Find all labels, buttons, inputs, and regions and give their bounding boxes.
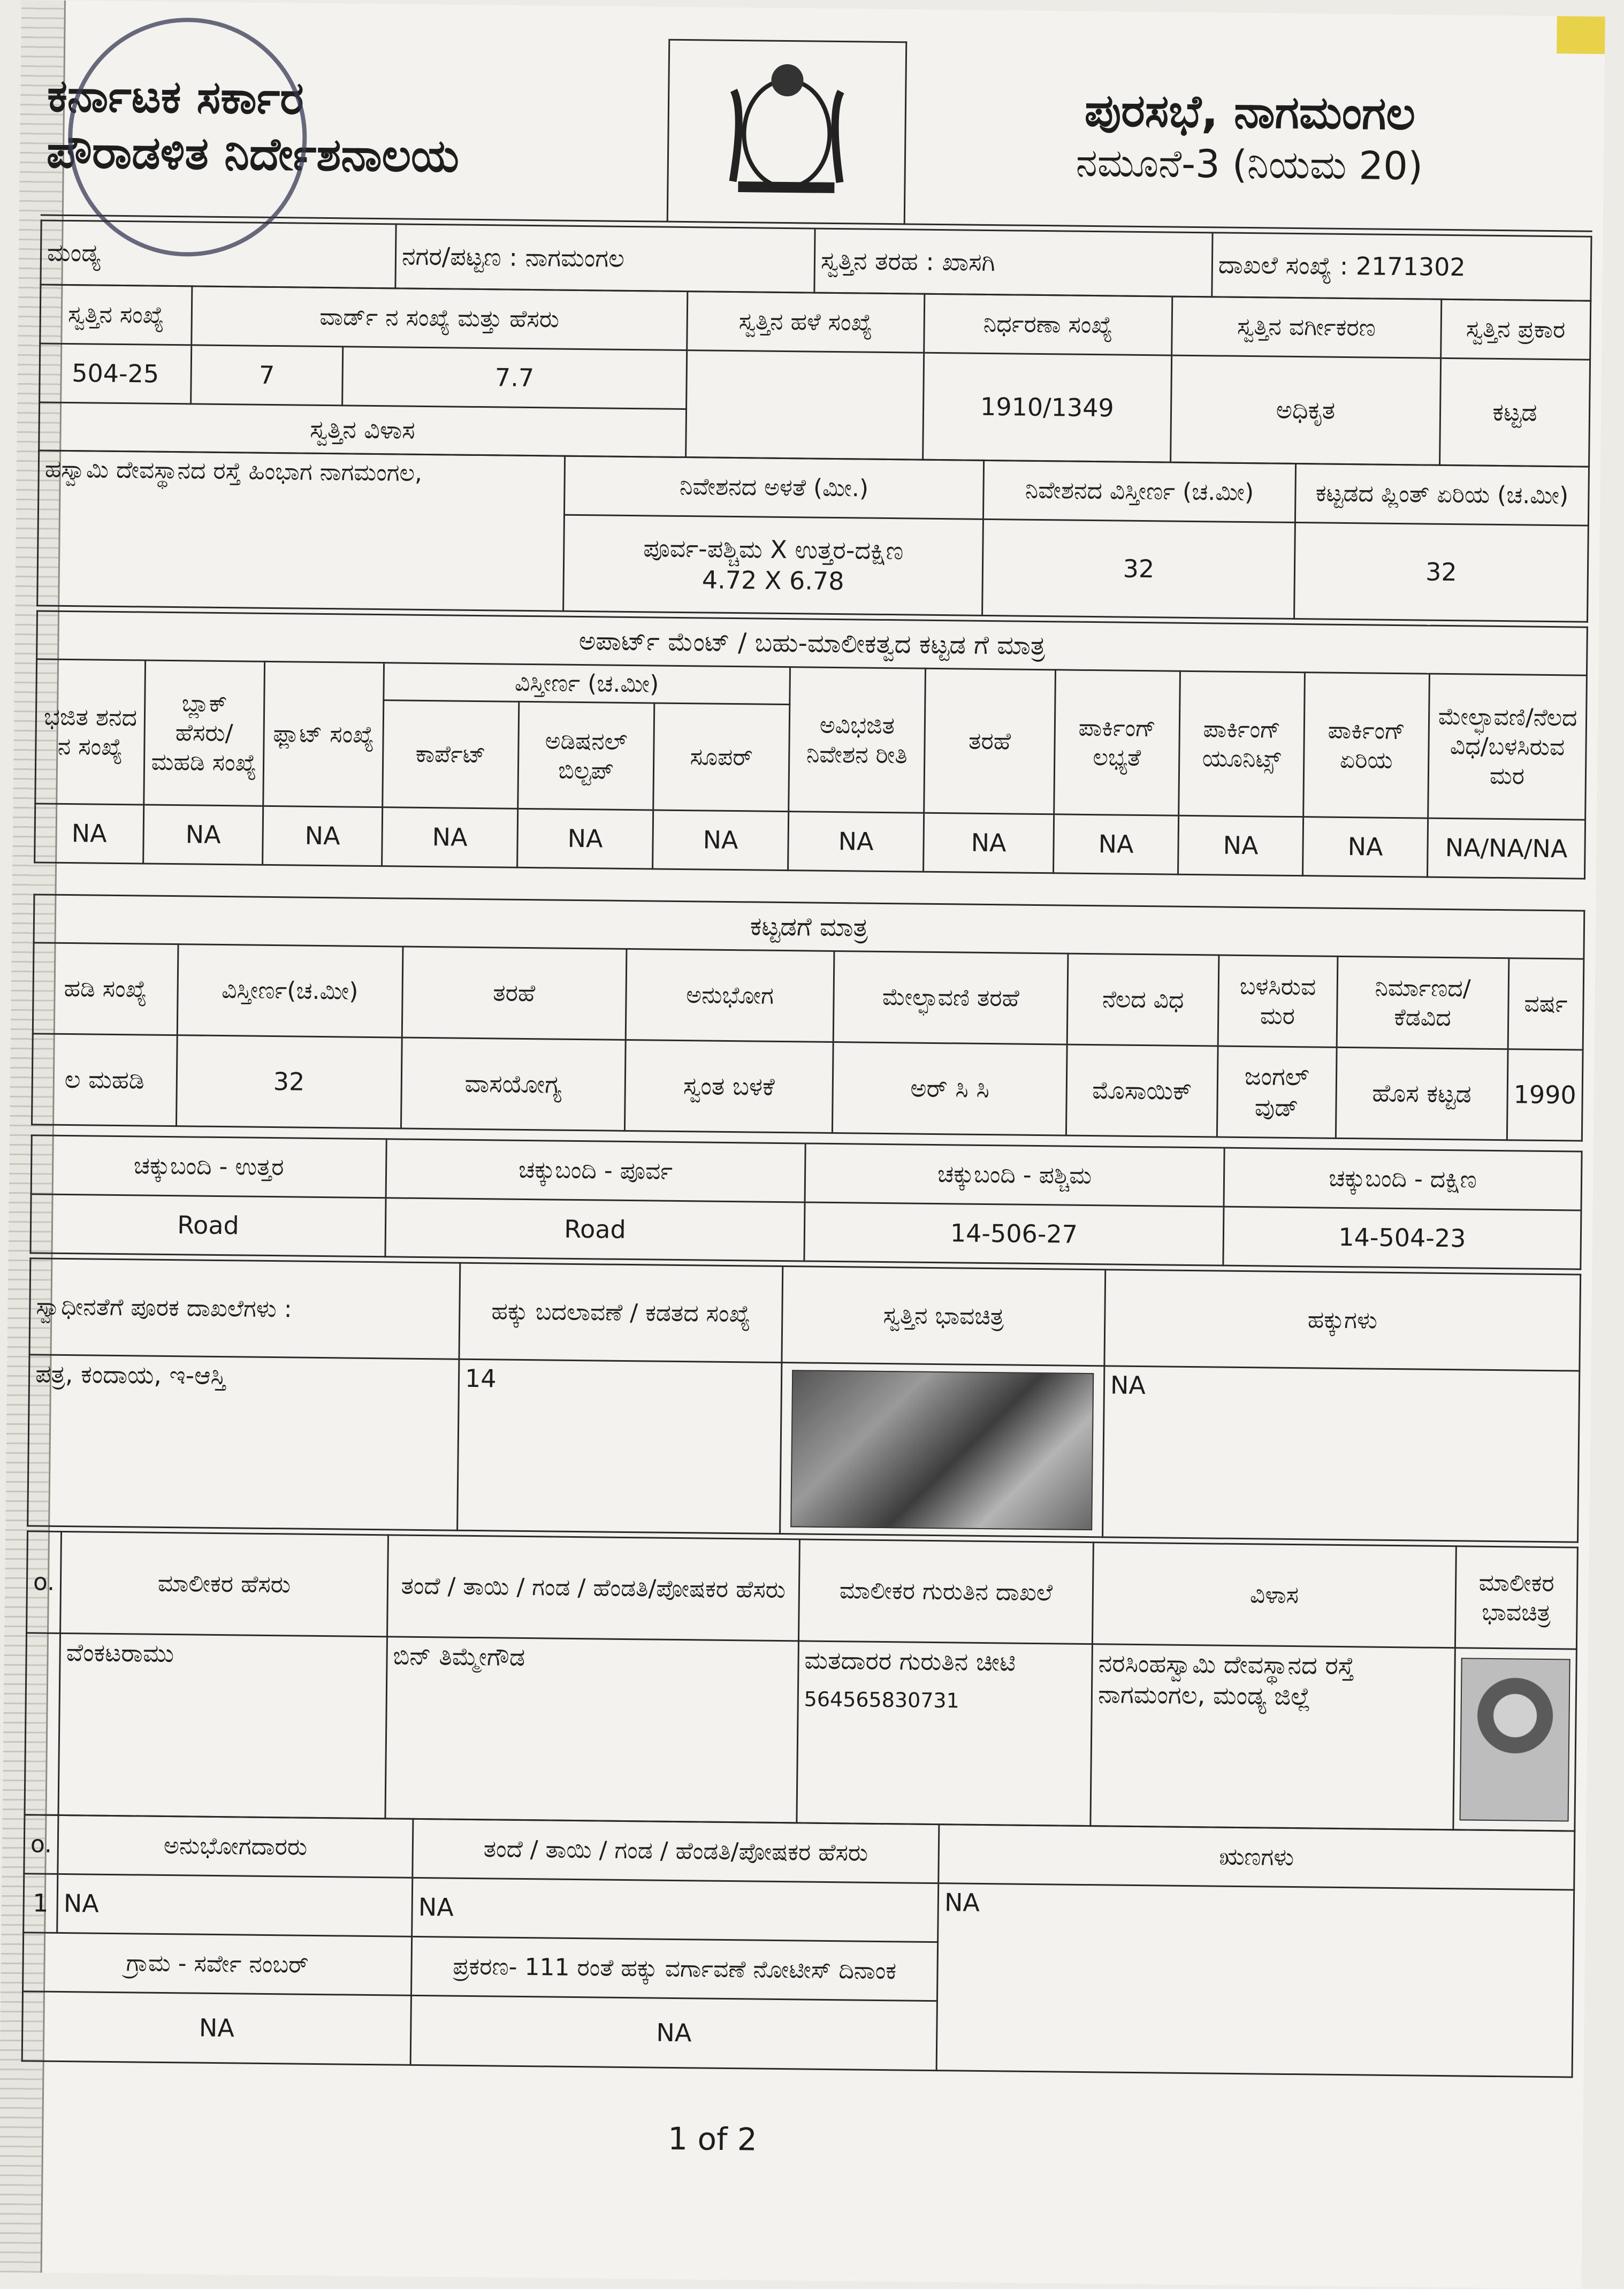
apt-h-7: ತರಹೆ xyxy=(924,668,1056,814)
bld-v-3: ಸ್ವಂತ ಬಳಕೆ xyxy=(624,1040,833,1133)
bld-h-2: ತರಹೆ xyxy=(402,947,627,1040)
bld-h-5: ನೆಲದ ವಿಧ xyxy=(1068,953,1219,1046)
apt-v-3: NA xyxy=(382,807,518,868)
occ-no: 1 xyxy=(24,1874,58,1933)
bld-h-0: ಹಡಿ ಸಂಖ್ಯೆ xyxy=(33,943,178,1035)
owner-h-name: ಮಾಲೀಕರ ಹೆಸರು xyxy=(60,1531,388,1636)
apt-v-5: NA xyxy=(653,810,789,871)
bld-v-6: ಜಂಗಲ್ ವುಡ್ xyxy=(1217,1046,1336,1138)
property-type-cell: ಸ್ವತ್ತಿನ ತರಹ : ಖಾಸಗಿ xyxy=(814,228,1213,297)
owner-photo-cell xyxy=(1453,1648,1577,1831)
bld-h-8: ವರ್ಷ xyxy=(1508,958,1584,1050)
h-property-photo: ಸ್ವತ್ತಿನ ಭಾವಚಿತ್ರ xyxy=(782,1266,1105,1366)
building-title: ಕಟ್ಟಡಗೆ ಮಾತ್ರ xyxy=(34,895,1584,959)
survey-value: NA xyxy=(22,1992,411,2065)
owner-id-type: ಮತದಾರರ ಗುರುತಿನ ಚೀಟಿ xyxy=(804,1645,1016,1677)
bld-v-5: ಮೊಸಾಯಿಕ್ xyxy=(1066,1044,1218,1137)
ward-no: 7 xyxy=(191,345,343,406)
h-transfer: ಹಕ್ಕು ಬದಲಾವಣೆ / ಕಡತದ ಸಂಖ್ಯೆ xyxy=(459,1263,783,1362)
dept-line1: ಕರ್ನಾಟಕ ಸರ್ಕಾರ xyxy=(47,69,304,125)
state-emblem-icon xyxy=(700,47,873,209)
apt-v-6: NA xyxy=(788,812,924,872)
apt-h-6: ಅವಿಭಜಿತ ನಿವೇಶನ ರೀತಿ xyxy=(789,667,926,813)
bnd-h-south: ಚಕ್ಕುಬಂದಿ - ದಕ್ಷಿಣ xyxy=(1224,1148,1582,1210)
apt-h-8: ಪಾರ್ಕಿಂಗ್ ಲಭ್ಯತೆ xyxy=(1054,670,1180,815)
h-address: ಸ್ವತ್ತಿನ ವಿಳಾಸ xyxy=(39,402,687,457)
h-kind: ಸ್ವತ್ತಿನ ಪ್ರಕಾರ xyxy=(1440,299,1590,360)
owner-id-cell xyxy=(797,1641,1093,1826)
dimension-table xyxy=(36,449,1590,622)
address-value: ಹಸ್ವಾಮಿ ದೇವಸ್ಥಾನದ ರಸ್ತೆ ಹಿಂಭಾಗ ನಾಗಮಂಗಲ, xyxy=(37,451,565,611)
apt-h-11: ಮೇಲ್ಛಾವಣಿ/ನೆಲದ ವಿಧ/ಬಳಸಿರುವ ಮರ xyxy=(1428,674,1587,820)
occ-h-relation: ತಂದೆ / ತಾಯಿ / ಗಂಡ / ಹೆಂಡತಿ/ಪೋಷಕರ ಹೆಸರು xyxy=(413,1819,939,1883)
apt-v-1: NA xyxy=(143,805,263,865)
owner-photo xyxy=(1460,1658,1570,1821)
apt-v-9: NA xyxy=(1178,815,1303,875)
apt-v-8: NA xyxy=(1054,814,1179,874)
dimension-cell xyxy=(563,515,983,615)
site-area-value: 32 xyxy=(982,519,1295,619)
h-old-no: ಸ್ವತ್ತಿನ ಹಳೆ ಸಂಖ್ಯೆ xyxy=(687,292,924,353)
notice-h: ಪ್ರಕರಣ- 111 ರಂತೆ ಹಕ್ಕು ವರ್ಗಾವಣೆ ನೋಟೀಸ್ ದಿನಾಂಕ xyxy=(411,1936,938,2001)
h-docs: ಸ್ವಾಧೀನತೆಗೆ ಪೂರಕ ದಾಖಲೆಗಳು : xyxy=(29,1258,460,1359)
apt-h-9: ಪಾರ್ಕಿಂಗ್ ಯೂನಿಟ್ಸ್ xyxy=(1179,671,1305,817)
bnd-east: Road xyxy=(385,1198,805,1261)
owner-address: ನರಸಿಂಹಸ್ವಾಮಿ ದೇವಸ್ಥಾನದ ರಸ್ತೆ ನಾಗಮಂಗಲ, ಮಂಡ್ಯ ಜಿಲ್ಲೆ xyxy=(1091,1644,1455,1830)
owner-h-relation: ತಂದೆ / ತಾಯಿ / ಗಂಡ / ಹೆಂಡತಿ/ಪೋಷಕರ ಹೆಸರು xyxy=(387,1535,799,1641)
property-table xyxy=(38,284,1591,467)
prop-kind: ಕಟ್ಟಡ xyxy=(1439,358,1590,467)
apt-v-11: NA/NA/NA xyxy=(1427,818,1585,879)
form-name: ನಮೂನೆ-3 (ನಿಯಮ 20) xyxy=(1076,140,1423,189)
occ-h-no: o. xyxy=(24,1815,58,1874)
h-plinth: ಕಟ್ಟಡದ ಪ್ಲಿಂತ್ ಏರಿಯ (ಚ.ಮೀ) xyxy=(1295,463,1589,525)
apt-h-4: ಅಡಿಷನಲ್ ಬಿಲ್ಟಪ್ xyxy=(518,701,654,810)
bld-v-2: ವಾಸಯೋಗ್ಯ xyxy=(401,1037,626,1131)
city-cell: ನಗರ/ಪಟ್ಟಣ : ನಾಗಮಂಗಲ xyxy=(395,224,815,293)
bld-v-7: ಹೊಸ ಕಟ್ಟಡ xyxy=(1336,1047,1508,1140)
bld-h-1: ವಿಸ್ತೀರ್ಣ(ಚ.ಮೀ) xyxy=(177,944,403,1037)
h-dimension: ನಿವೇಶನದ ಅಳತೆ (ಮೀ.) xyxy=(564,456,983,519)
office-cell xyxy=(904,42,1594,231)
apt-h-10: ಪಾರ್ಕಿಂಗ್ ಏರಿಯ xyxy=(1303,673,1430,818)
property-photo-cell xyxy=(780,1363,1104,1537)
owner-table xyxy=(24,1530,1578,1832)
owner-id-no: 564565830731 xyxy=(804,1687,960,1713)
bld-v-1: 32 xyxy=(176,1035,402,1128)
bnd-h-east: ಚಕ್ಕುಬಂದಿ - ಪೂರ್ವ xyxy=(386,1139,805,1202)
docs-value: ಪತ್ರ, ಕಂದಾಯ, ಇ-ಆಸ್ತಿ xyxy=(28,1355,459,1530)
owner-h-photo: ಮಾಲೀಕರ ಭಾವಚಿತ್ರ xyxy=(1455,1546,1577,1649)
bld-v-8: 1990 xyxy=(1507,1049,1583,1141)
bnd-h-west: ಚಕ್ಕುಬಂದಿ - ಪಶ್ಚಿಮ xyxy=(805,1143,1224,1207)
owner-no xyxy=(25,1633,60,1815)
bld-h-3: ಅನುಭೋಗ xyxy=(626,949,834,1042)
assess-no: 1910/1349 xyxy=(922,353,1171,462)
h-site-area: ನಿವೇಶನದ ವಿಸ್ತೀರ್ಣ (ಚ.ಮೀ) xyxy=(983,460,1295,522)
occ-h-name: ಅನುಭೋಗದಾರರು xyxy=(58,1815,413,1878)
occupant-table xyxy=(21,1814,1576,2078)
bnd-north: Road xyxy=(31,1194,386,1257)
building-table xyxy=(31,894,1585,1141)
prop-no: 504-25 xyxy=(40,344,192,404)
owner-h-address: ವಿಳಾಸ xyxy=(1093,1543,1457,1648)
bnd-west: 14-506-27 xyxy=(804,1202,1224,1265)
transfer-value: 14 xyxy=(458,1359,782,1533)
bld-v-4: ಅರ್ ಸಿ ಸಿ xyxy=(833,1042,1068,1135)
apt-h-1: ಬ್ಲಾಕ್ ಹೆಸರು/ ಮಹಡಿ ಸಂಖ್ಯೆ xyxy=(144,660,265,806)
bnd-south: 14-504-23 xyxy=(1223,1207,1581,1269)
h-prop-no: ಸ್ವತ್ತಿನ ಸಂಖ್ಯೆ xyxy=(40,285,192,345)
entry-no-cell: ದಾಖಲೆ ಸಂಖ್ಯೆ : 2171302 xyxy=(1212,233,1591,301)
h-assess: ನಿರ್ಧರಣಾ ಸಂಖ್ಯೆ xyxy=(924,294,1172,355)
property-photo xyxy=(790,1370,1094,1530)
prop-class: ಅಧಿಕೃತ xyxy=(1170,355,1440,465)
apt-v-7: NA xyxy=(924,813,1054,873)
dept-line2: ಪೌರಾಡಳಿತ ನಿರ್ದೇಶನಾಲಯ xyxy=(46,125,460,182)
boundary-table xyxy=(29,1134,1582,1270)
apartment-table xyxy=(34,610,1588,879)
office-name: ಪುರಸಭೆ, ನಾಗಮಂಗಲ xyxy=(1084,84,1416,140)
occ-relation: NA xyxy=(412,1878,939,1942)
owner-relation: ಬಿನ್ ತಿಮ್ಮೇಗೌಡ xyxy=(385,1637,799,1823)
apt-v-4: NA xyxy=(517,808,653,869)
plinth-value: 32 xyxy=(1294,522,1589,622)
rights-value: NA xyxy=(1103,1366,1580,1542)
occ-name: NA xyxy=(57,1874,413,1936)
dimension-direction: ಪೂರ್ವ-ಪಶ್ಚಿಮ X ಉತ್ತರ-ದಕ್ಷಿಣ xyxy=(643,533,904,566)
bld-v-0: ಲ ಮಹಡಿ xyxy=(32,1034,177,1126)
notice-value: NA xyxy=(410,1995,937,2070)
apartment-title: ಅಪಾರ್ಟ್ ಮೆಂಟ್ / ಬಹು-ಮಾಲೀಕತ್ವದ ಕಟ್ಟಡ ಗೆ ಮಾತ್ರ xyxy=(37,611,1588,675)
bld-h-4: ಮೇಲ್ಛಾವಣಿ ತರಹೆ xyxy=(833,951,1068,1045)
bnd-h-north: ಚಕ್ಕುಬಂದಿ - ಉತ್ತರ xyxy=(31,1135,386,1198)
ward-name: 7.7 xyxy=(342,347,687,409)
district-cell: ಮಂಡ್ಯ xyxy=(41,220,396,288)
apt-h-5: ಸೂಪರ್ xyxy=(653,703,790,812)
owner-h-id: ಮಾಲೀಕರ ಗುರುತಿನ ದಾಖಲೆ xyxy=(798,1539,1093,1644)
bld-h-7: ನಿರ್ಮಾಣದ/ ಕೆಡವಿದ xyxy=(1337,956,1509,1049)
apt-h-0: ಭಜಿತ ಶನದ ನ ಸಂಖ್ಯೆ xyxy=(35,659,146,805)
owner-name: ವೆಂಕಟರಾಮು xyxy=(58,1633,387,1818)
apt-h-3: ಕಾರ್ಪೆಟ್ xyxy=(383,700,519,809)
apt-h-area: ವಿಸ್ತೀರ್ಣ (ಚ.ಮೀ) xyxy=(384,663,790,705)
survey-h: ಗ್ರಾಮ - ಸರ್ವೇ ನಂಬರ್ xyxy=(23,1933,412,1996)
apt-v-2: NA xyxy=(263,806,383,866)
occ-liabilities: NA xyxy=(936,1883,1574,2077)
documents-table xyxy=(27,1257,1581,1543)
apt-v-0: NA xyxy=(35,804,144,864)
bld-h-6: ಬಳಸಿರುವ ಮರ xyxy=(1218,955,1337,1047)
owner-h-no: o. xyxy=(27,1531,62,1634)
emblem-cell xyxy=(667,40,906,224)
h-ward: ವಾರ್ಡ್ ನ ಸಂಖ್ಯೆ ಮತ್ತು ಹೆಸರು xyxy=(192,286,688,350)
h-rights: ಹಕ್ಕುಗಳು xyxy=(1104,1270,1581,1371)
apt-v-10: NA xyxy=(1302,817,1428,877)
dimension-value: 4.72 X 6.78 xyxy=(702,564,844,596)
old-no xyxy=(685,350,924,460)
h-class: ಸ್ವತ್ತಿನ ವರ್ಗೀಕರಣ xyxy=(1171,296,1441,358)
page-number: 1 of 2 xyxy=(667,2120,758,2158)
occ-h-liabilities: ಋಣಗಳು xyxy=(939,1825,1575,1890)
apt-h-2: ಫ್ಲಾಟ್ ಸಂಖ್ಯೆ xyxy=(263,661,384,807)
